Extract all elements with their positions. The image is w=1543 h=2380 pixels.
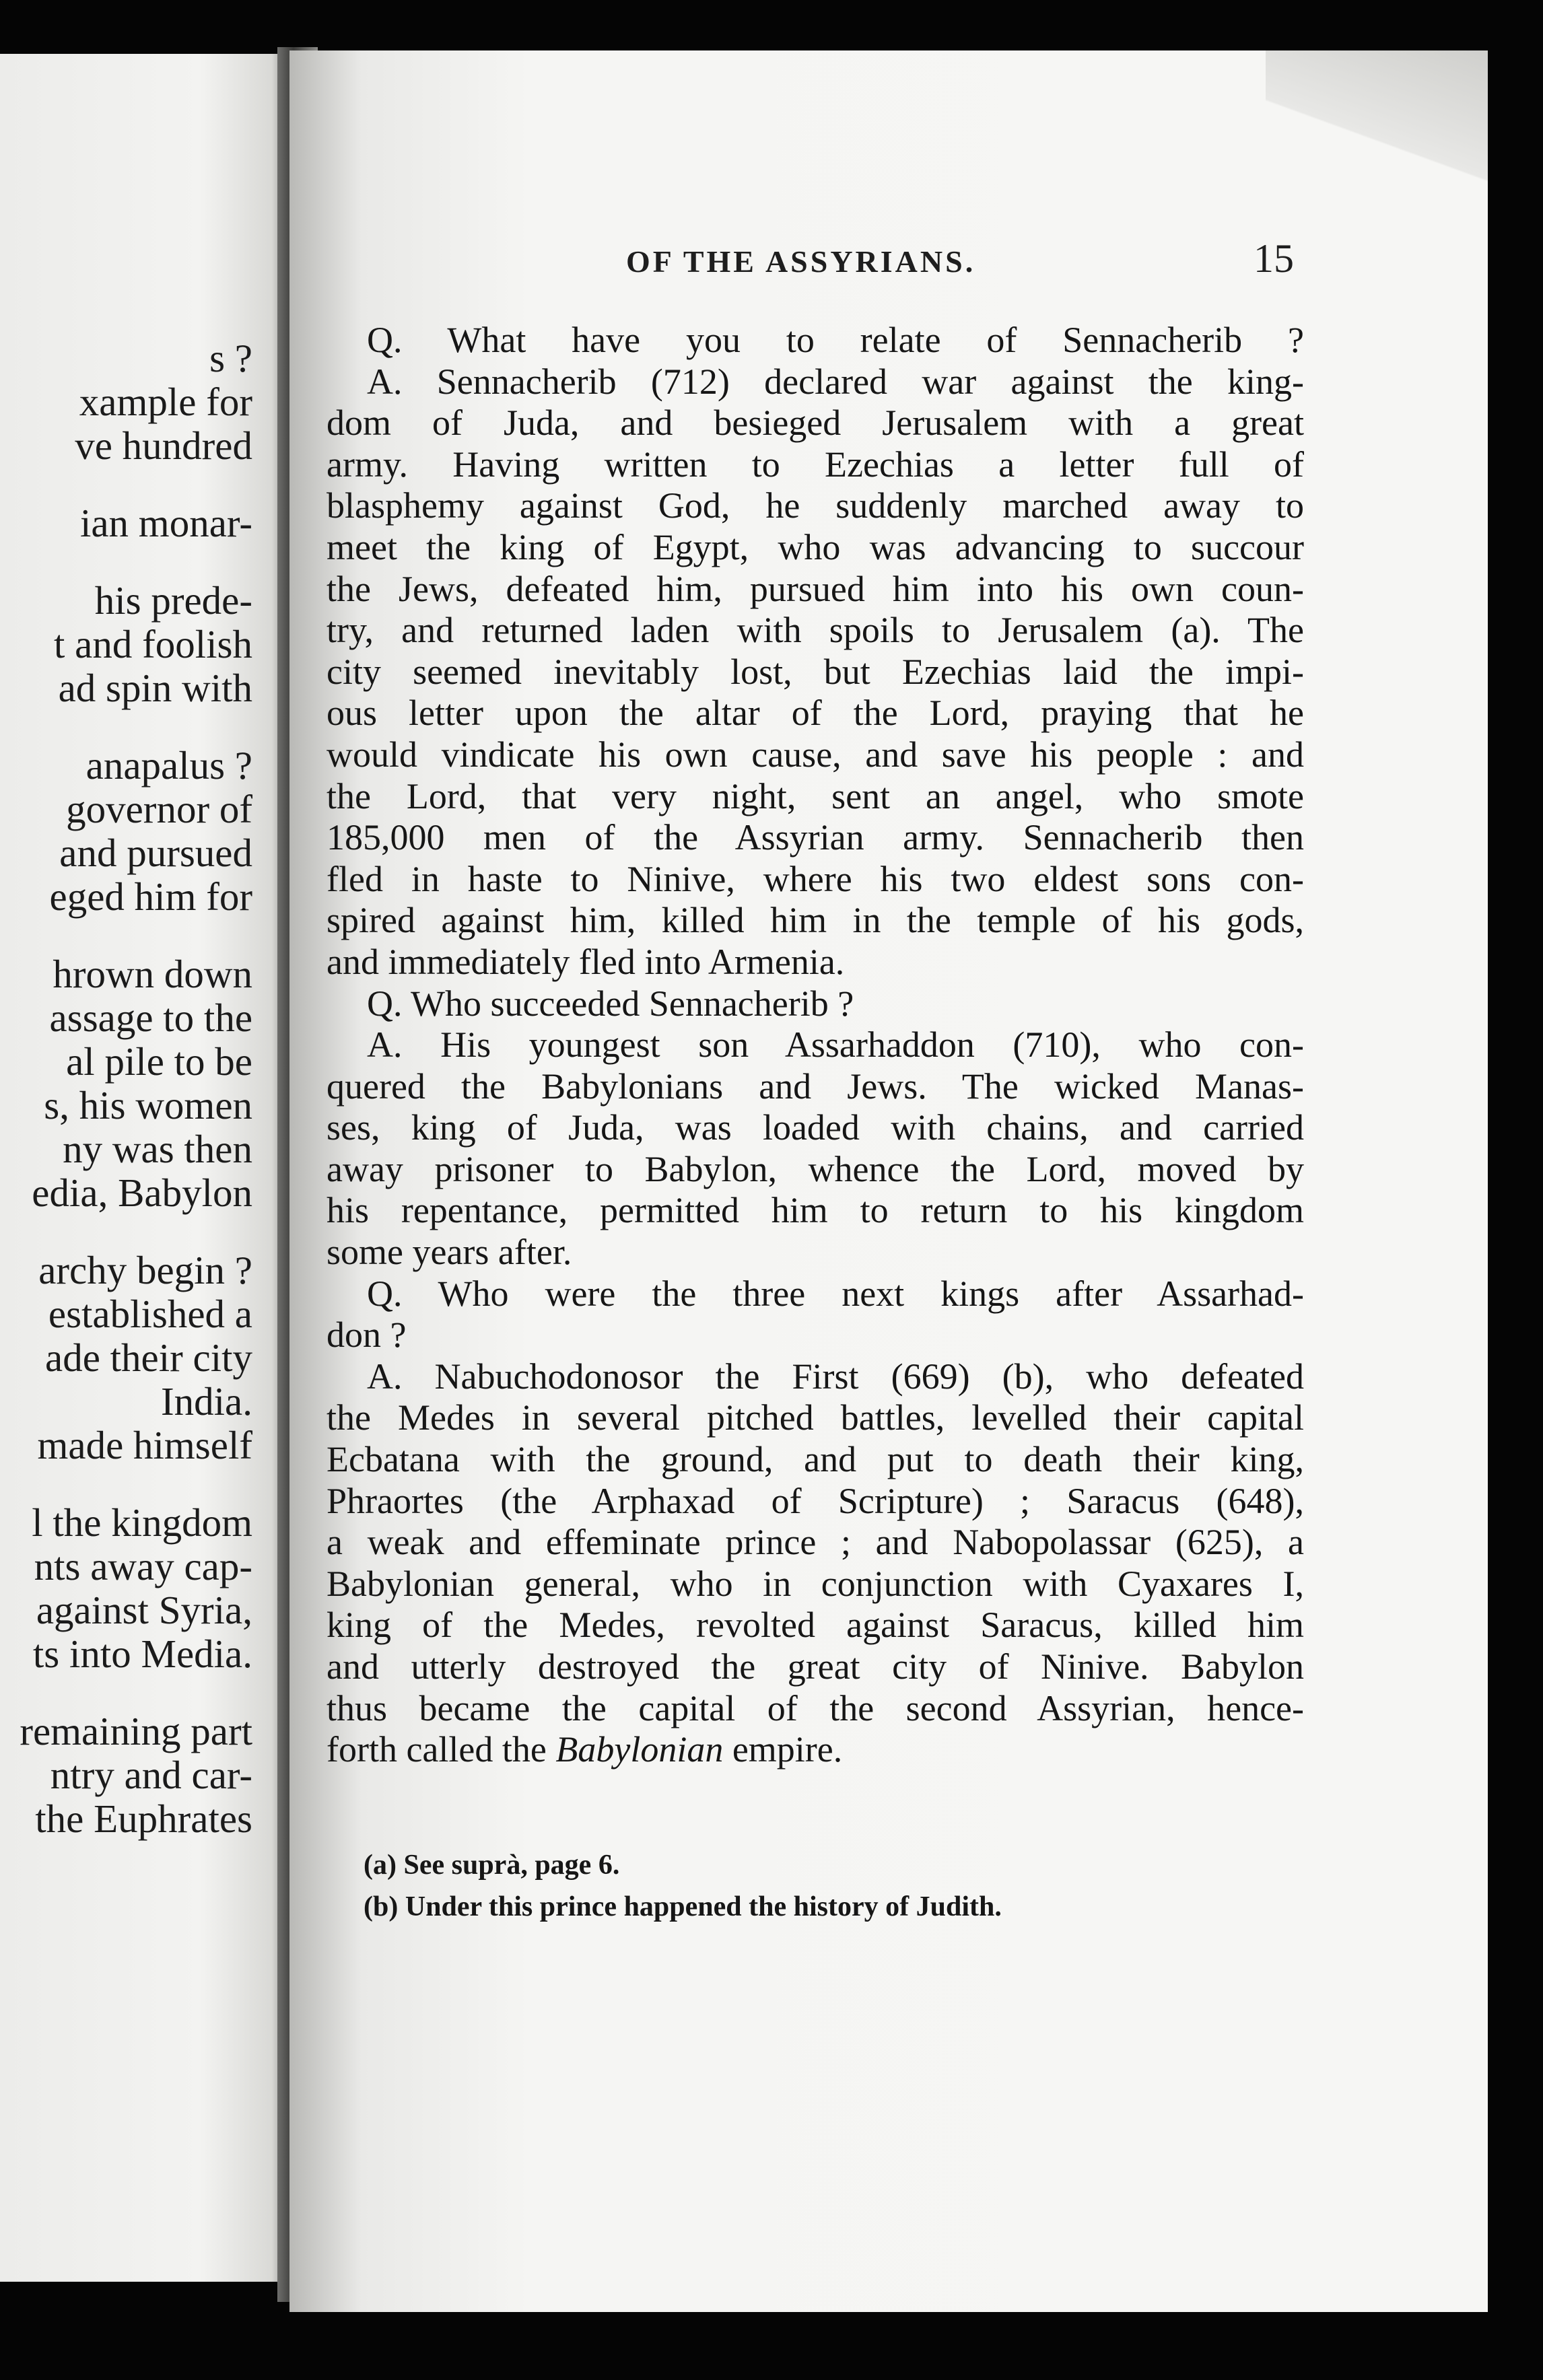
text-line: some years after. [327, 1232, 572, 1273]
text-line: meet the king of Egypt, who was advancing to succour [327, 526, 1304, 567]
facing-line: India. [161, 1379, 252, 1424]
text-line: the Lord, that very night, sent an angel, who smote [327, 775, 1304, 816]
facing-line: archy begin ? [38, 1248, 252, 1292]
facing-line: ad spin with [58, 666, 252, 710]
text-line: ous letter upon the altar of the Lord, praying that he [327, 693, 1304, 734]
text-line: A. Sennacherib (712) declared war against the king- [367, 361, 1304, 402]
text-line: fled in haste to Ninive, where his two eldest sons con- [327, 858, 1304, 899]
text-line: would vindicate his own cause, and save his people : and [327, 734, 1304, 775]
text-line: 185,000 men of the Assyrian army. Sennacherib then [327, 817, 1304, 858]
running-title: OF THE ASSYRIANS. [626, 244, 976, 279]
text-line: try, and returned laden with spoils to Jerusalem (a). The [327, 610, 1304, 651]
facing-line: his prede- [94, 578, 252, 623]
facing-line: ade their city [45, 1335, 252, 1380]
text-line: away prisoner to Babylon, whence the Lord, moved by [327, 1148, 1304, 1189]
facing-line: xample for [79, 380, 252, 424]
italic-term: Babylonian [555, 1729, 724, 1770]
text-line: Babylonian general, who in conjunction with Cyaxares I, [327, 1563, 1304, 1604]
facing-line: anapalus ? [85, 743, 252, 788]
facing-line: nts away cap- [34, 1544, 252, 1588]
question-line: Q. What have you to relate of Sennacherib ? [367, 320, 1304, 360]
text-line: thus became the capital of the second Assyrian, hence- [327, 1687, 1304, 1728]
folded-corner [1266, 50, 1488, 185]
text-line: quered the Babylonians and Jews. The wicked Manas- [327, 1065, 1304, 1107]
facing-line: the Euphrates [35, 1796, 252, 1841]
text-line [327, 1729, 1304, 1771]
question-line: Q. Who were the three next kings after Assarhad- [367, 1273, 1304, 1314]
text-line: the Medes in several pitched battles, levelled their capital [327, 1397, 1304, 1438]
facing-line: ny was then [63, 1127, 252, 1171]
facing-line: s ? [209, 336, 252, 380]
footnote-a: (a) See suprà, page 6. [364, 1850, 620, 1881]
facing-line: t and foolish [54, 622, 252, 666]
text-line: spired against him, killed him in the temple of his gods, [327, 900, 1304, 941]
facing-line: remaining part [20, 1709, 252, 1753]
footnote-b: (b) Under this prince happened the history of Judith. [364, 1891, 1002, 1922]
facing-line: ntry and car- [50, 1753, 252, 1797]
text-line: his repentance, permitted him to return to his kingdom [327, 1190, 1304, 1231]
facing-line: against Syria, [36, 1588, 252, 1632]
facing-page [0, 54, 286, 2282]
facing-line: governor of [66, 787, 252, 831]
text-line: Phraortes (the Arphaxad of Scripture) ; Saracus (648), [327, 1480, 1304, 1521]
text-span: forth called the [327, 1729, 547, 1770]
facing-line: hrown down [53, 952, 252, 996]
facing-line: made himself [37, 1423, 252, 1467]
page-number: 15 [1254, 236, 1294, 281]
facing-line: al pile to be [66, 1039, 252, 1084]
text-line: A. Nabuchodonosor the First (669) (b), who defeated [367, 1356, 1304, 1397]
question-line: Q. Who succeeded Sennacherib ? [367, 983, 854, 1024]
footnotes [364, 1844, 1306, 1928]
text-line: ses, king of Juda, was loaded with chains, and carried [327, 1107, 1304, 1148]
facing-line: l the kingdom [32, 1500, 252, 1545]
text-line: A. His youngest son Assarhaddon (710), who con- [367, 1024, 1304, 1065]
facing-line: and pursued [59, 831, 252, 875]
text-line: Ecbatana with the ground, and put to death their king, [327, 1439, 1304, 1480]
text-line: and utterly destroyed the great city of Ninive. Babylon [327, 1646, 1304, 1687]
page-body [327, 320, 1304, 1771]
facing-line: edia, Babylon [32, 1170, 252, 1215]
facing-line: s, his women [44, 1083, 252, 1127]
text-line: don ? [327, 1315, 407, 1356]
facing-line: ian monar- [79, 501, 252, 545]
text-line: army. Having written to Ezechias a letter full of [327, 444, 1304, 485]
facing-line: assage to the [49, 995, 252, 1040]
text-line: a weak and effeminate prince ; and Nabopolassar (625), a [327, 1522, 1304, 1563]
facing-line: ts into Media. [32, 1632, 252, 1676]
text-span: empire. [732, 1729, 843, 1770]
text-line: dom of Juda, and besieged Jerusalem with a great [327, 403, 1304, 444]
text-line: and immediately fled into Armenia. [327, 941, 845, 982]
facing-line: established a [48, 1292, 252, 1336]
text-line: king of the Medes, revolted against Saracus, killed him [327, 1605, 1304, 1646]
text-line: the Jews, defeated him, pursued him into his own coun- [327, 568, 1304, 609]
facing-line: ve hundred [75, 423, 252, 468]
facing-line: eged him for [49, 874, 252, 919]
text-line: blasphemy against God, he suddenly marched away to [327, 485, 1304, 526]
text-line: city seemed inevitably lost, but Ezechias laid the impi- [327, 651, 1304, 692]
facing-page-text [20, 337, 252, 1841]
